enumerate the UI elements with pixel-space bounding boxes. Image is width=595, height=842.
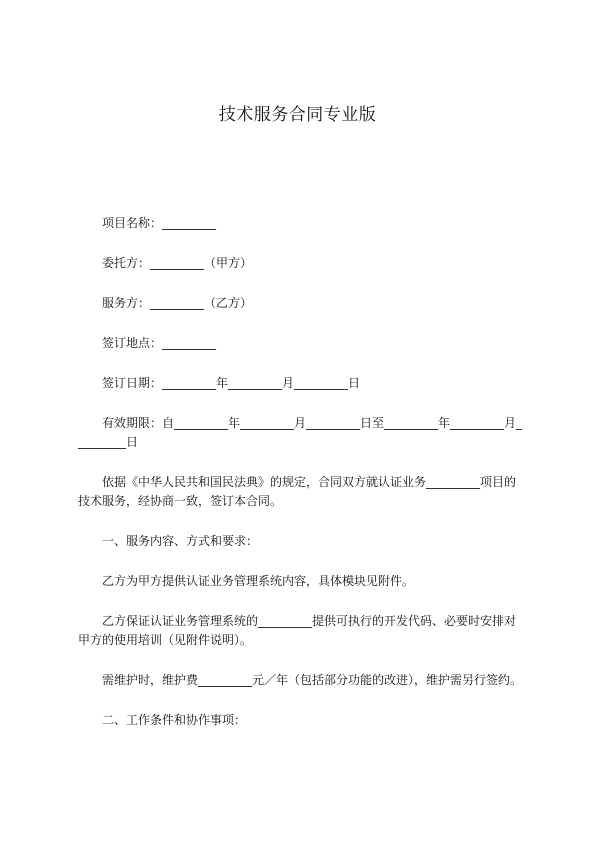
signing-date-line: 签订日期：_________年_________月_________日 [102, 376, 361, 390]
project-name-line: 项目名称：_________ [102, 216, 217, 230]
validity-period-line: 有效期限：自_________年_________月_________日至_________年_________月_________日 [78, 416, 523, 449]
service-content-paragraph: 乙方为甲方提供认证业务管理系统内容，具体模块见附件。 [102, 574, 415, 588]
client-line: 委托方：_________（甲方） [102, 256, 253, 270]
signing-place-line: 签订地点：_________ [102, 336, 217, 350]
section-two-heading: 二、工作条件和协作事项： [102, 713, 247, 727]
service-guarantee-paragraph: 乙方保证认证业务管理系统的_________提供可执行的开发代码、必要时安排对甲方的使用培训（见附件说明）。 [78, 614, 517, 647]
preamble-paragraph: 依据《中华人民共和国民法典》的规定，合同双方就认证业务_________项目的技术服务，经协商一致，签订本合同。 [78, 475, 517, 508]
document-title: 技术服务合同专业版 [218, 105, 377, 125]
document-body [78, 214, 524, 751]
maintenance-fee-paragraph: 需维护时，维护费_________元／年（包括部分功能的改进），维护需另行签约。 [102, 673, 523, 687]
provider-line: 服务方：_________（乙方） [102, 296, 253, 310]
section-one-heading: 一、服务内容、方式和要求： [102, 534, 259, 548]
